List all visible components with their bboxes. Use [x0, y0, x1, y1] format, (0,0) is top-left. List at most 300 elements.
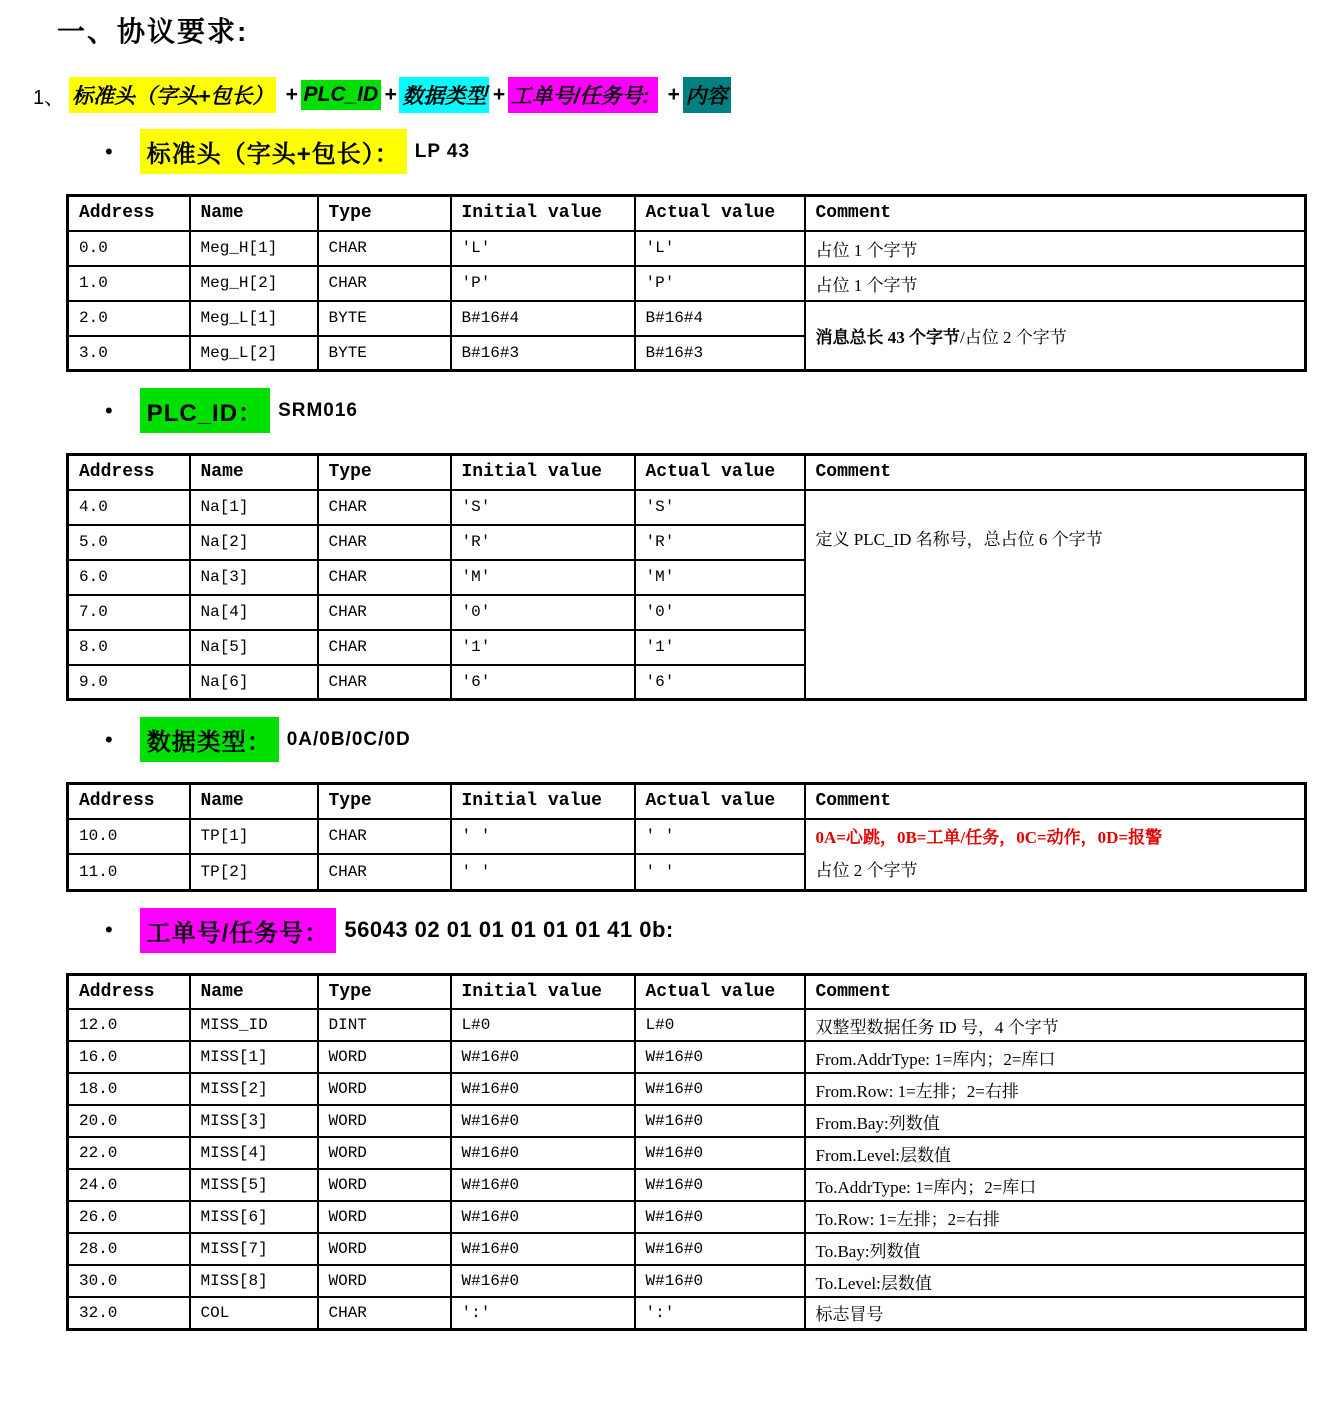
- column-header: Type: [318, 196, 451, 231]
- table-cell: [190, 1009, 318, 1041]
- table-cell: [451, 1073, 635, 1105]
- table-cell: [635, 1073, 805, 1105]
- table-cell: [635, 231, 805, 266]
- column-header: Address: [68, 784, 190, 819]
- column-header: Address: [68, 196, 190, 231]
- table-cell: [68, 1297, 190, 1329]
- table-cell: [635, 1265, 805, 1297]
- cell-text: CHAR: [328, 827, 367, 846]
- formula-segment: 内容: [683, 77, 731, 113]
- table-cell: [68, 665, 190, 700]
- table-cell: [190, 231, 318, 266]
- cell-text: 18.0: [79, 1080, 118, 1098]
- table-cell: [318, 336, 451, 371]
- cell-text: 占位 2 个字节: [815, 860, 918, 880]
- column-header: Initial value: [451, 455, 635, 490]
- table-cell: [318, 560, 451, 595]
- table-cell: [805, 1073, 1306, 1105]
- cell-text: W#16#0: [461, 1208, 520, 1226]
- cell-text: CHAR: [328, 533, 367, 551]
- table-cell: [190, 1073, 318, 1105]
- table-cell: [635, 490, 805, 525]
- cell-text: 'S': [461, 498, 491, 516]
- cell-text: W#16#0: [645, 1176, 704, 1194]
- table-cell: [68, 560, 190, 595]
- cell-text: 10.0: [79, 827, 118, 846]
- plc-id-table: [66, 453, 1307, 701]
- cell-text: Na[4]: [200, 603, 249, 621]
- table-row: [68, 266, 1306, 301]
- cell-text: MISS[4]: [200, 1144, 268, 1162]
- bullet-icon: •: [105, 726, 113, 752]
- formula-segment: +: [661, 83, 680, 106]
- table-cell: [190, 1201, 318, 1233]
- table-cell: [190, 630, 318, 665]
- table-cell: [451, 665, 635, 700]
- table-cell: [318, 595, 451, 630]
- column-header: Comment: [805, 455, 1306, 490]
- cell-text: WORD: [328, 1080, 367, 1098]
- cell-text: 8.0: [79, 638, 108, 656]
- cell-text: '1': [645, 638, 675, 656]
- bullet-value: LP 43: [414, 140, 471, 162]
- table-row: [68, 1201, 1306, 1233]
- table-cell: [318, 1265, 451, 1297]
- table-row: [68, 1105, 1306, 1137]
- bullet-row: [105, 129, 1304, 174]
- cell-text: MISS[7]: [200, 1240, 268, 1258]
- table-cell: [451, 1297, 635, 1329]
- cell-text: 3.0: [79, 343, 108, 362]
- table-cell: [68, 1009, 190, 1041]
- cell-text: '6': [461, 672, 491, 691]
- table-cell: [318, 630, 451, 665]
- cell-text: W#16#0: [461, 1112, 520, 1130]
- cell-text: 消息总长 43 个字节: [815, 327, 960, 347]
- cell-text: W#16#0: [645, 1048, 704, 1066]
- table-cell: [318, 525, 451, 560]
- table-cell: [318, 1105, 451, 1137]
- cell-text: W#16#0: [645, 1144, 704, 1162]
- table-cell: [635, 1233, 805, 1265]
- table-cell: [190, 490, 318, 525]
- cell-text: 9.0: [79, 672, 108, 691]
- cell-text: B#16#4: [461, 309, 520, 327]
- table-cell: [805, 819, 1306, 891]
- formula-segment: 工单号/任务号:: [508, 77, 659, 113]
- bullet-icon: •: [105, 397, 113, 423]
- table-cell: [805, 1105, 1306, 1137]
- cell-text: Na[2]: [200, 533, 249, 551]
- table-cell: [451, 266, 635, 301]
- column-header: Actual value: [635, 784, 805, 819]
- table-cell: [451, 490, 635, 525]
- column-header: Address: [68, 455, 190, 490]
- table-cell: [318, 301, 451, 336]
- column-header: Comment: [805, 974, 1306, 1009]
- column-header: Name: [190, 455, 318, 490]
- cell-text: MISS[3]: [200, 1112, 268, 1130]
- cell-text: 'P': [645, 274, 675, 292]
- table-cell: [68, 1073, 190, 1105]
- cell-text: 'S': [645, 498, 675, 516]
- cell-text: W#16#0: [645, 1112, 704, 1130]
- table-row: [68, 231, 1306, 266]
- table-cell: [68, 819, 190, 855]
- list-number: 1、: [33, 86, 65, 109]
- table-cell: [635, 595, 805, 630]
- table-cell: [190, 595, 318, 630]
- cell-text: Meg_L[1]: [200, 309, 278, 327]
- cell-text: Na[6]: [200, 672, 249, 691]
- column-header: Name: [190, 974, 318, 1009]
- task-number-table: [66, 973, 1307, 1331]
- cell-text: ':': [461, 1303, 491, 1322]
- cell-text: 30.0: [79, 1272, 118, 1290]
- cell-text: L#0: [461, 1016, 491, 1034]
- column-header: Comment: [805, 784, 1306, 819]
- table-cell: [805, 1265, 1306, 1297]
- cell-text: WORD: [328, 1048, 367, 1066]
- section-plc-id: [30, 388, 1304, 701]
- bullet-value: 56043 02 01 01 01 01 01 41 0b:: [344, 917, 674, 942]
- cell-text: W#16#0: [461, 1176, 520, 1194]
- table-cell: [318, 1297, 451, 1329]
- table-cell: [68, 1137, 190, 1169]
- cell-text: 1.0: [79, 274, 108, 292]
- cell-text: 7.0: [79, 603, 108, 621]
- cell-text: '0': [461, 603, 491, 621]
- table-cell: [635, 1009, 805, 1041]
- bullet-row: [105, 388, 1304, 433]
- cell-text: Meg_L[2]: [200, 343, 278, 362]
- cell-text: 'L': [645, 239, 675, 257]
- table-cell: [318, 1201, 451, 1233]
- table-cell: [451, 1201, 635, 1233]
- table-cell: [635, 525, 805, 560]
- table-cell: [635, 665, 805, 700]
- table-cell: [451, 1233, 635, 1265]
- cell-text: Na[5]: [200, 638, 249, 656]
- table-cell: [805, 1201, 1306, 1233]
- cell-text: ' ': [645, 827, 675, 846]
- table-cell: [318, 1041, 451, 1073]
- table-row: [68, 1137, 1306, 1169]
- cell-text: CHAR: [328, 638, 367, 656]
- table-cell: [451, 819, 635, 855]
- table-cell: [635, 266, 805, 301]
- section-standard-header: [30, 129, 1304, 372]
- cell-text: WORD: [328, 1176, 367, 1194]
- table-cell: [805, 1233, 1306, 1265]
- page-title: 一、协议要求:: [57, 16, 249, 47]
- cell-text: 双整型数据任务 ID 号，4 个字节: [815, 1017, 1059, 1037]
- formula-segment: PLC_ID: [301, 80, 382, 110]
- table-cell: [635, 301, 805, 336]
- cell-text: 'R': [461, 533, 491, 551]
- cell-text: W#16#0: [461, 1144, 520, 1162]
- table-cell: [635, 1105, 805, 1137]
- table-cell: [451, 1009, 635, 1041]
- cell-text: CHAR: [328, 603, 367, 621]
- table-cell: [451, 595, 635, 630]
- cell-text: CHAR: [328, 568, 367, 586]
- table-cell: [190, 266, 318, 301]
- bullet-value: SRM016: [278, 399, 358, 421]
- table-cell: [318, 1233, 451, 1265]
- cell-text: To.Row: 1=左排；2=右排: [815, 1209, 1000, 1229]
- cell-text: W#16#0: [645, 1272, 704, 1290]
- cell-text: CHAR: [328, 672, 367, 691]
- cell-text: '0': [645, 603, 675, 621]
- table-cell: [451, 630, 635, 665]
- cell-text: 6.0: [79, 568, 108, 586]
- cell-text: 20.0: [79, 1112, 118, 1130]
- cell-text: 标志冒号: [815, 1305, 884, 1325]
- table-cell: [68, 490, 190, 525]
- table-cell: [190, 1137, 318, 1169]
- cell-text: W#16#0: [645, 1208, 704, 1226]
- cell-text: W#16#0: [461, 1240, 520, 1258]
- table-cell: [318, 819, 451, 855]
- table-cell: [451, 1041, 635, 1073]
- table-cell: [451, 336, 635, 371]
- cell-text: 28.0: [79, 1240, 118, 1258]
- cell-text: 定义 PLC_ID 名称号，总占位 6 个字节: [815, 529, 1103, 549]
- column-header: Actual value: [635, 974, 805, 1009]
- table-cell: [635, 1297, 805, 1329]
- table-row: [68, 1009, 1306, 1041]
- cell-text: L#0: [645, 1016, 675, 1034]
- bullet-label: 标准头（字头+包长）：: [140, 129, 407, 174]
- cell-text: 'R': [645, 533, 675, 551]
- section-data-type: [30, 717, 1304, 892]
- table-cell: [451, 1265, 635, 1297]
- cell-text: 0A=心跳，0B=工单/任务，0C=动作，0D=报警: [815, 827, 1163, 847]
- cell-text: CHAR: [328, 1303, 367, 1322]
- cell-text: To.AddrType: 1=库内；2=库口: [815, 1177, 1037, 1197]
- cell-text: MISS[2]: [200, 1080, 268, 1098]
- bullet-label: 工单号/任务号：: [140, 908, 337, 953]
- column-header: Type: [318, 974, 451, 1009]
- cell-text: '6': [645, 672, 675, 691]
- table-cell: [190, 1105, 318, 1137]
- table-cell: [451, 301, 635, 336]
- table-cell: [190, 1297, 318, 1329]
- cell-text: W#16#0: [645, 1240, 704, 1258]
- bullet-row: [105, 908, 1304, 953]
- cell-text: 占位 1 个字节: [815, 240, 918, 260]
- table-cell: [190, 525, 318, 560]
- table-cell: [635, 560, 805, 595]
- table-cell: [190, 560, 318, 595]
- cell-text: W#16#0: [461, 1048, 520, 1066]
- cell-text: 26.0: [79, 1208, 118, 1226]
- table-header-row: [68, 784, 1306, 819]
- cell-text: 'P': [461, 274, 491, 292]
- table-row: [68, 1265, 1306, 1297]
- formula-segment: +: [384, 83, 397, 106]
- cell-text: MISS[5]: [200, 1176, 268, 1194]
- cell-text: Meg_H[1]: [200, 239, 278, 257]
- table-cell: [68, 1233, 190, 1265]
- table-header-row: [68, 455, 1306, 490]
- table-row: [68, 301, 1306, 336]
- cell-text: MISS_ID: [200, 1016, 268, 1034]
- cell-text: MISS[8]: [200, 1272, 268, 1290]
- table-cell: [190, 1233, 318, 1265]
- column-header: Actual value: [635, 455, 805, 490]
- cell-text: 'L': [461, 239, 491, 257]
- table-cell: [190, 1169, 318, 1201]
- table-row: [68, 1073, 1306, 1105]
- table-cell: [805, 1041, 1306, 1073]
- bullet-label: PLC_ID：: [140, 388, 270, 433]
- cell-text: BYTE: [328, 309, 367, 327]
- table-cell: [451, 231, 635, 266]
- cell-text: From.Bay:列数值: [815, 1113, 940, 1133]
- table-cell: [190, 336, 318, 371]
- cell-text: WORD: [328, 1240, 367, 1258]
- table-cell: [318, 1073, 451, 1105]
- table-cell: [318, 1137, 451, 1169]
- table-cell: [635, 854, 805, 890]
- cell-text: 22.0: [79, 1144, 118, 1162]
- cell-text: 32.0: [79, 1303, 118, 1322]
- standard-header-table: [66, 194, 1307, 372]
- cell-text: WORD: [328, 1112, 367, 1130]
- bullet-value: 0A/0B/0C/0D: [286, 728, 411, 750]
- cell-text: 11.0: [79, 862, 118, 881]
- formula-segment: +: [492, 83, 505, 106]
- table-row: [68, 490, 1306, 525]
- table-cell: [68, 630, 190, 665]
- cell-text: 16.0: [79, 1048, 118, 1066]
- table-row: [68, 1233, 1306, 1265]
- formula-segments: [69, 77, 730, 113]
- cell-text: CHAR: [328, 498, 367, 516]
- table-cell: [68, 1105, 190, 1137]
- cell-text: CHAR: [328, 862, 367, 881]
- cell-text: WORD: [328, 1144, 367, 1162]
- table-cell: [68, 266, 190, 301]
- cell-text: ' ': [645, 862, 675, 881]
- cell-text: WORD: [328, 1208, 367, 1226]
- column-header: Comment: [805, 196, 1306, 231]
- cell-text: ' ': [461, 862, 491, 881]
- table-cell: [190, 819, 318, 855]
- cell-text: B#16#4: [645, 309, 704, 327]
- table-cell: [68, 1265, 190, 1297]
- cell-text: 'M': [645, 568, 675, 586]
- table-cell: [318, 266, 451, 301]
- cell-text: /占位 2 个字节: [960, 327, 1067, 347]
- table-cell: [805, 1137, 1306, 1169]
- table-row: [68, 1041, 1306, 1073]
- cell-text: 4.0: [79, 498, 108, 516]
- cell-text: TP[2]: [200, 862, 249, 881]
- cell-text: 24.0: [79, 1176, 118, 1194]
- cell-text: W#16#0: [461, 1272, 520, 1290]
- bullet-icon: •: [105, 917, 113, 942]
- cell-text: Na[3]: [200, 568, 249, 586]
- table-cell: [68, 595, 190, 630]
- table-cell: [805, 266, 1306, 301]
- cell-text: 占位 1 个字节: [815, 275, 918, 295]
- table-cell: [635, 336, 805, 371]
- cell-text: ' ': [461, 827, 491, 846]
- table-cell: [68, 1169, 190, 1201]
- table-cell: [635, 1201, 805, 1233]
- table-cell: [318, 1009, 451, 1041]
- table-cell: [68, 231, 190, 266]
- cell-text: To.Bay:列数值: [815, 1241, 921, 1261]
- cell-text: To.Level:层数值: [815, 1273, 932, 1293]
- table-cell: [635, 1041, 805, 1073]
- cell-text: Meg_H[2]: [200, 274, 278, 292]
- table-cell: [68, 525, 190, 560]
- column-header: Name: [190, 784, 318, 819]
- cell-text: DINT: [328, 1016, 367, 1034]
- table-cell: [805, 1009, 1306, 1041]
- table-cell: [318, 231, 451, 266]
- table-cell: [635, 819, 805, 855]
- formula-segment: +: [279, 83, 298, 106]
- formula-segment: 标准头（字头+包长）: [69, 77, 276, 113]
- cell-text: WORD: [328, 1272, 367, 1290]
- table-cell: [68, 301, 190, 336]
- table-cell: [318, 854, 451, 890]
- data-type-table: [66, 782, 1307, 892]
- table-cell: [190, 1265, 318, 1297]
- bullet-icon: •: [105, 138, 113, 164]
- column-header: Initial value: [451, 196, 635, 231]
- cell-text: W#16#0: [461, 1080, 520, 1098]
- cell-text: 12.0: [79, 1016, 118, 1034]
- table-cell: [451, 1137, 635, 1169]
- table-cell: [635, 1137, 805, 1169]
- cell-text: ':': [645, 1303, 675, 1322]
- table-cell: [635, 630, 805, 665]
- cell-text: CHAR: [328, 274, 367, 292]
- cell-text: 'M': [461, 568, 491, 586]
- table-header-row: [68, 196, 1306, 231]
- column-header: Name: [190, 196, 318, 231]
- table-cell: [190, 854, 318, 890]
- section-task-number: [30, 908, 1304, 1331]
- cell-text: MISS[1]: [200, 1048, 268, 1066]
- table-cell: [451, 525, 635, 560]
- bullet-label: 数据类型：: [140, 717, 279, 762]
- table-cell: [190, 665, 318, 700]
- table-cell: [635, 1169, 805, 1201]
- column-header: Initial value: [451, 974, 635, 1009]
- cell-text: From.Row: 1=左排；2=右排: [815, 1081, 1019, 1101]
- cell-text: TP[1]: [200, 827, 249, 846]
- table-cell: [805, 1297, 1306, 1329]
- column-header: Type: [318, 784, 451, 819]
- cell-text: CHAR: [328, 239, 367, 257]
- table-cell: [451, 1169, 635, 1201]
- cell-text: COL: [200, 1303, 230, 1322]
- table-cell: [805, 490, 1306, 700]
- cell-text: W#16#0: [645, 1080, 704, 1098]
- table-cell: [68, 336, 190, 371]
- table-cell: [451, 854, 635, 890]
- cell-text: '1': [461, 638, 491, 656]
- table-row: [68, 1169, 1306, 1201]
- cell-text: 2.0: [79, 309, 108, 327]
